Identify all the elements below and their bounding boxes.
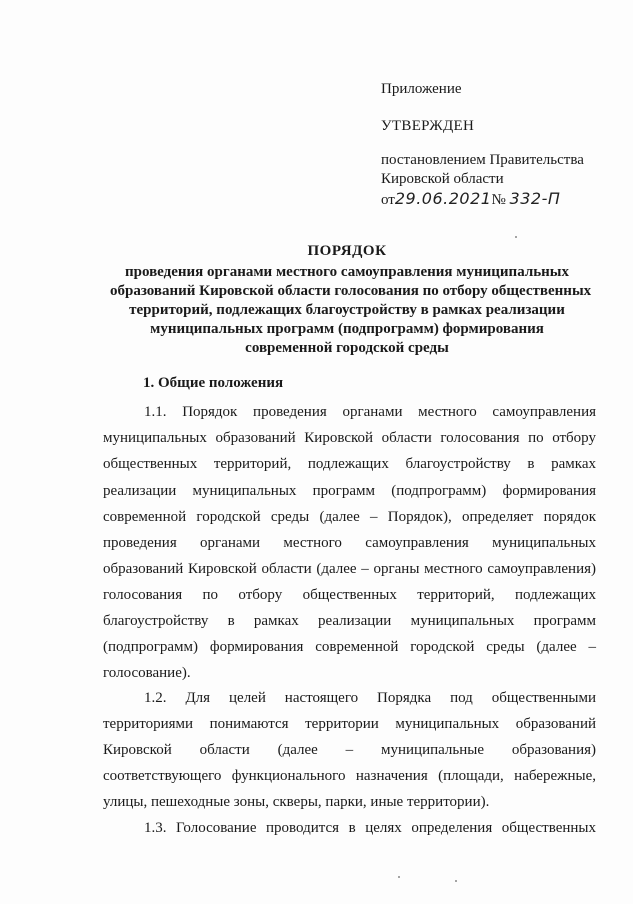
- text-line: современной городской среды (далее – Порядок), определяет порядок: [103, 509, 596, 525]
- subtitle-line: современной городской среды: [245, 340, 449, 356]
- appendix-label: Приложение: [381, 81, 462, 97]
- text-line: голосование).: [103, 665, 191, 681]
- section-heading: 1. Общие положения: [143, 375, 284, 391]
- text-line: Кировской области (далее – муниципальные образования): [103, 742, 596, 758]
- date-number-line: [381, 189, 560, 210]
- subtitle-line: проведения органами местного самоуправления муниципальных: [124, 264, 570, 280]
- subtitle-line: муниципальных программ (подпрограмм) формирования: [150, 321, 544, 337]
- resolution-line: постановлением Правительства: [381, 152, 584, 168]
- scan-speck: [515, 236, 517, 238]
- handwritten-number: 332-П: [509, 189, 561, 208]
- text-line: 1.3. Голосование проводится в целях определения общественных: [144, 820, 596, 836]
- text-line: благоустройству в рамках реализации муниципальных программ: [103, 613, 596, 629]
- subtitle-line: образований Кировской области голосования по отбору общественных: [110, 283, 592, 299]
- region-line: Кировской области: [381, 171, 504, 187]
- text-line: (подпрограмм) формирования современной городской среды (далее –: [103, 639, 596, 655]
- handwritten-date: 29.06.2021: [394, 189, 492, 208]
- text-line: проведения органами местного самоуправления муниципальных: [103, 535, 596, 551]
- text-line: реализации муниципальных программ (подпрограмм) формирования: [103, 483, 596, 499]
- document-title: ПОРЯДОК: [307, 243, 387, 259]
- number-sign: №: [491, 192, 506, 208]
- text-line: соответствующего функционального назначения (площади, набережные,: [103, 768, 596, 784]
- date-prefix: от: [381, 192, 395, 208]
- document-subtitle: [110, 263, 592, 358]
- text-line: 1.2. Для целей настоящего Порядка под общественными: [144, 690, 596, 706]
- subtitle-line: территорий, подлежащих благоустройству в рамках реализации: [129, 302, 565, 318]
- text-line: 1.1. Порядок проведения органами местного самоуправления: [144, 404, 596, 420]
- text-line: общественных территорий, подлежащих благоустройству в рамках: [103, 456, 596, 472]
- approved-label: УТВЕРЖДЕН: [381, 118, 475, 134]
- text-line: муниципальных образований Кировской области голосования по отбору: [103, 430, 596, 446]
- text-line: образований Кировской области (далее – органы местного самоуправления): [103, 561, 596, 577]
- scan-speck: [455, 880, 457, 882]
- text-line: улицы, пешеходные зоны, скверы, парки, иные территории).: [103, 794, 490, 810]
- text-line: голосования по отбору общественных территорий, подлежащих: [103, 587, 596, 603]
- text-line: территориями понимаются территории муниципальных образований: [103, 716, 596, 732]
- scan-speck: [398, 876, 400, 878]
- document-title-block: [110, 242, 592, 358]
